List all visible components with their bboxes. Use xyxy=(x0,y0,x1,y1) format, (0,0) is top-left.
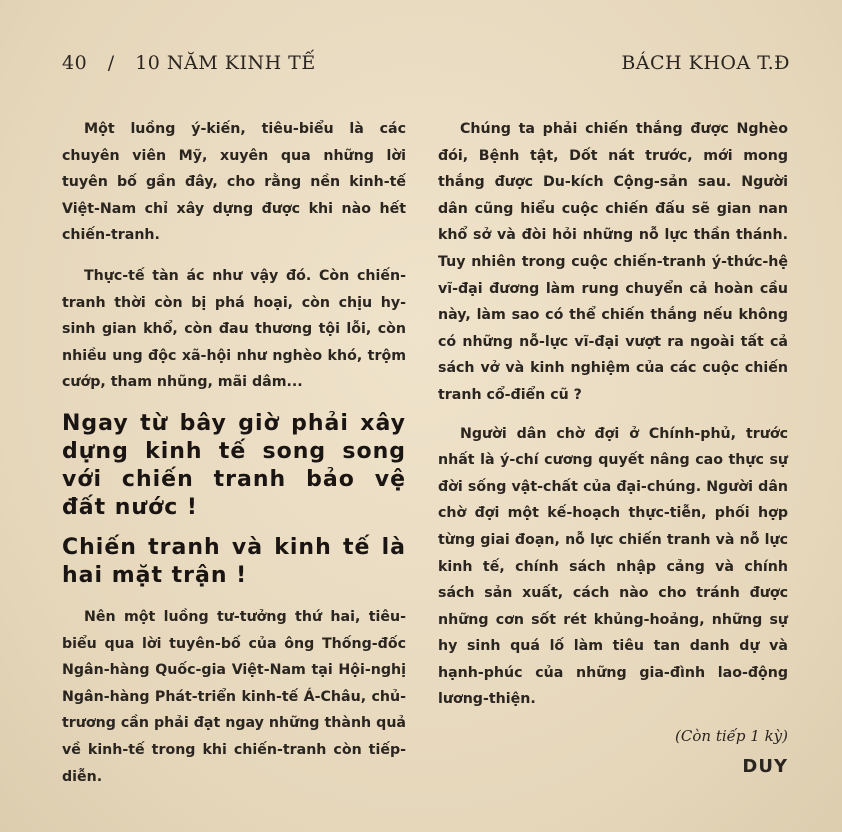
headline-2: Chiến tranh và kinh tế là hai mặt trận ! xyxy=(62,534,406,588)
right-paragraph-1: Chúng ta phải chiến thắng được Nghèo đói, Bệnh tật, Dốt nát trước, mới mong thắng được Du-kích Cộng-sản sau. Người dân cũng hiểu cuộc chiến đấu sẽ gian nan khổ sở và đòi hỏi những nỗ lực thần thánh. Tuy nhiên trong cuộc chiến-tranh ý-thức-hệ vĩ-đại đương làm rung chuyển cả hoàn cầu này, làm sao có thể chiến thắng nếu không có những nỗ-lực vĩ-đại vượt ra ngoài tất cả sách vở và kinh nghiệm của các cuộc chiến tranh cổ-điển cũ ? xyxy=(438,121,788,403)
author-signature: DUY xyxy=(742,755,788,777)
header-left xyxy=(62,52,316,74)
header-separator: / xyxy=(107,52,115,74)
left-column xyxy=(62,116,406,790)
publication-name: BÁCH KHOA T.Đ xyxy=(621,52,790,74)
section-title: 10 NĂM KINH TẾ xyxy=(135,52,316,74)
continue-note: (Còn tiếp 1 kỳ) xyxy=(675,727,788,746)
page-header xyxy=(62,52,790,82)
left-paragraph-3: Nên một luồng tư-tưởng thứ hai, tiêu-biểu qua lời tuyên-bố của ông Thống-đốc Ngân-hàng Quốc-gia Việt-Nam tại Hội-nghị Ngân-hàng Phát-triển kinh-tế Á-Châu, chủ-trương cần phải đạt ngay những thành quả về kinh-tế trong khi chiến-tranh còn tiếp-diễn. xyxy=(62,608,406,785)
headline-1: Ngay từ bây giờ phải xây dựng kinh tế song song với chiến tranh bảo vệ đất nước ! xyxy=(62,410,406,520)
headline-block xyxy=(62,410,406,590)
left-paragraph-2: Thực-tế tàn ác như vậy đó. Còn chiến-tranh thời còn bị phá hoại, còn chịu hy-sinh gian khổ, còn đau thương tội lỗi, còn nhiều ung độc xã-hội như nghèo khó, trộm cướp, tham nhũng, mãi dâm... xyxy=(62,267,406,391)
left-paragraph-1: Một luồng ý-kiến, tiêu-biểu là các chuyên viên Mỹ, xuyên qua những lời tuyên bố gần đây, cho rằng nền kinh-tế Việt-Nam chỉ xây dựng được khi nào hết chiến-tranh. xyxy=(62,121,406,244)
right-paragraph-2: Người dân chờ đợi ở Chính-phủ, trước nhất là ý-chí cương quyết nâng cao thực sự đời sống vật-chất của đại-chúng. Người dân chờ đợi một kế-hoạch thực-tiễn, phối hợp từng giai đoạn, nỗ lực chiến tranh và nỗ lực kinh tế, chính sách nhập cảng và chính sách sản xuất, cách nào cho tránh được những cơn sốt rét khủng-hoảng, những sự hy sinh quá lố làm tiêu tan danh dự và hạnh-phúc của những gia-đình lao-động lương-thiện. xyxy=(438,425,788,708)
right-column xyxy=(438,116,788,780)
page-number: 40 xyxy=(62,52,88,74)
